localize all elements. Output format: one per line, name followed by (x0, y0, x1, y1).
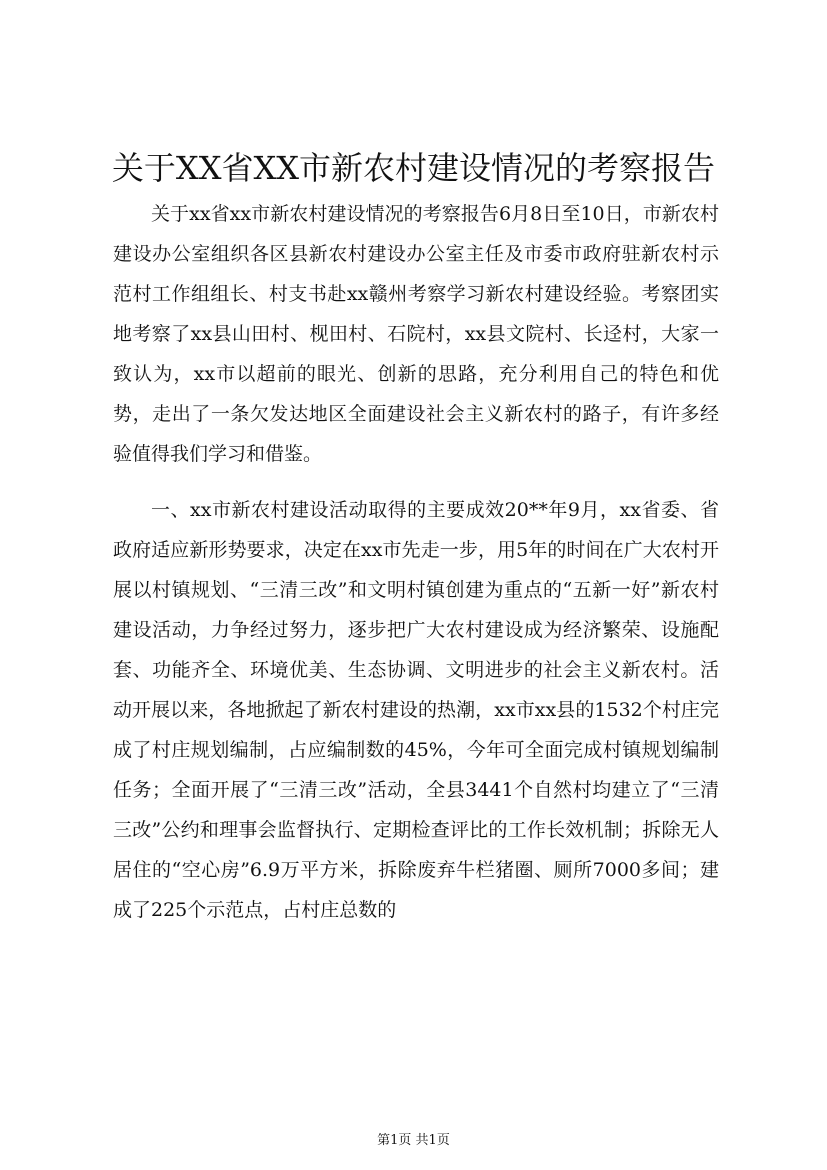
page-footer: 第1页 共1页 (377, 1133, 450, 1148)
document-title: 关于XX省XX市新农村建设情况的考察报告 (111, 149, 716, 187)
document-body (113, 194, 719, 930)
paragraph-intro: 关于xx省xx市新农村建设情况的考察报告6月8日至10日，市新农村建设办公室组织各区县新农村建设办公室主任及市委市政府驻新农村示范村工作组组长、村支书赴xx赣州考察学习新农村建设经验。考察团实地考察了xx县山田村、枧田村、石院村，xx县文院村、长迳村，大家一致认为，xx市以超前的眼光、创新的思路，充分利用自己的特色和优势，走出了一条欠发达地区全面建设社会主义新农村的路子，有许多经验值得我们学习和借鉴。 (113, 203, 719, 465)
paragraph-section-one: 一、xx市新农村建设活动取得的主要成效20**年9月，xx省委、省政府适应新形势要求，决定在xx市先走一步，用5年的时间在广大农村开展以村镇规划、“三清三改”和文明村镇创建为重点的“五新一好”新农村建设活动，力争经过努力，逐步把广大农村建设成为经济繁荣、设施配套、功能齐全、环境优美、生态协调、文明进步的社会主义新农村。活动开展以来，各地掀起了新农村建设的热潮，xx市xx县的1532个村庄完成了村庄规划编制，占应编制数的45%，今年可全面完成村镇规划编制任务；全面开展了“三清三改”活动，全县3441个自然村均建立了“三清三改”公约和理事会监督执行、定期检查评比的工作长效机制；拆除无人居住的“空心房”6.9万平方米，拆除废弃牛栏猪圈、厕所7000多间；建成了225个示范点，占村庄总数的 (113, 499, 719, 921)
